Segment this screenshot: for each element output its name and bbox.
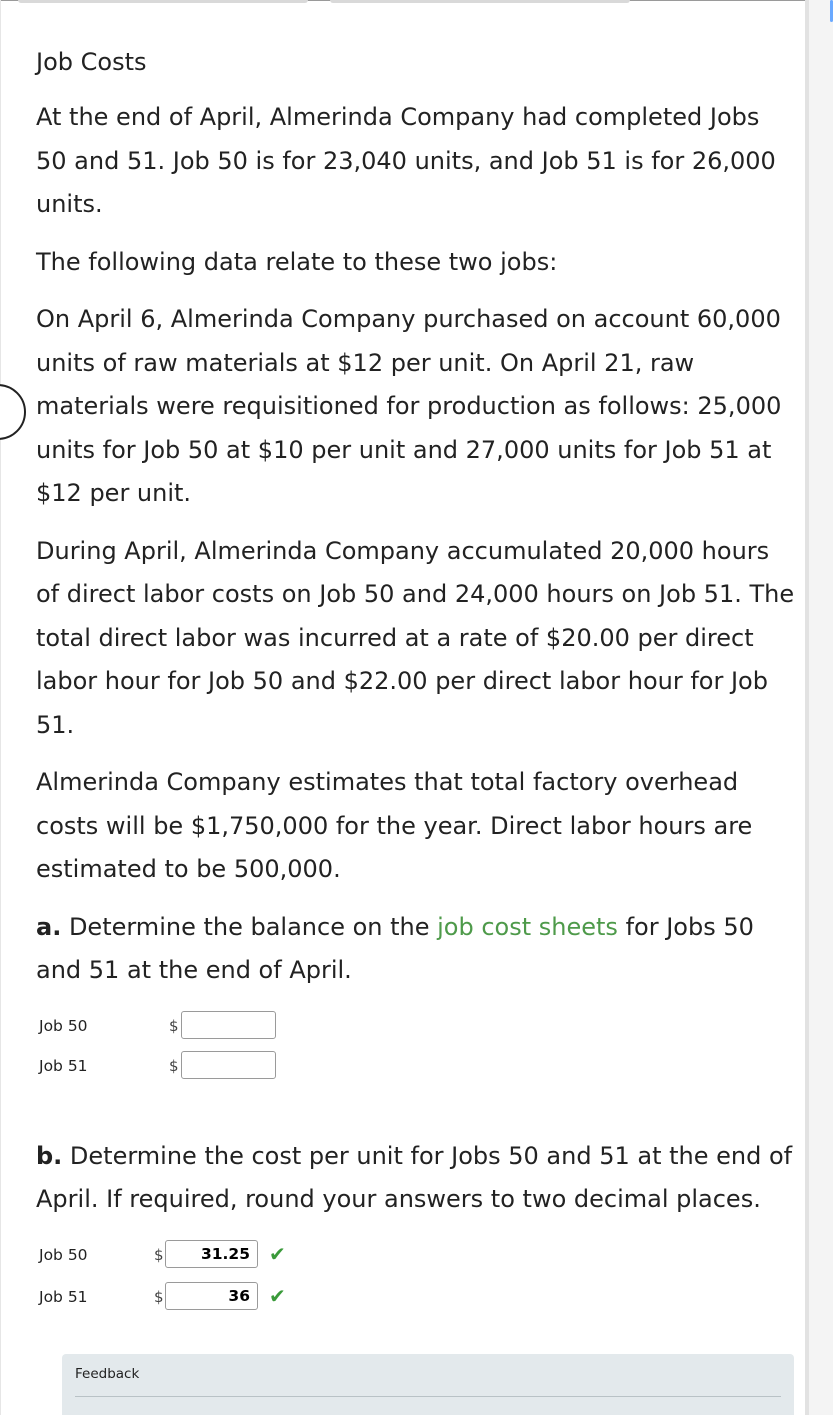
checkmark-icon: ✔ — [269, 1241, 286, 1266]
currency-symbol: $ — [154, 1245, 164, 1264]
problem-content — [36, 40, 796, 1324]
job-cost-sheets-link[interactable]: job cost sheets — [437, 912, 618, 941]
intro-paragraph: At the end of April, Almerinda Company had completed Jobs 50 and 51. Job 50 is for 23,040 units, and Job 51 is for 26,000 units. — [36, 103, 776, 218]
currency-symbol: $ — [169, 1016, 179, 1035]
side-tab-handle[interactable] — [0, 384, 26, 440]
job51-balance-input[interactable] — [181, 1051, 276, 1079]
answer-row-b-job50 — [36, 1240, 796, 1282]
answer-row-a-job50 — [36, 1011, 796, 1051]
question-b — [36, 1135, 796, 1222]
question-a-text-before: Determine the balance on the — [61, 912, 438, 941]
row-label: Job 50 — [39, 1245, 88, 1264]
overhead-paragraph: Almerinda Company estimates that total factory overhead costs will be $1,750,000 for the year. Direct labor hours are estimated to be 500,000. — [36, 768, 753, 883]
currency-symbol: $ — [154, 1287, 164, 1306]
data-intro-paragraph: The following data relate to these two jobs: — [36, 247, 558, 276]
feedback-label: Feedback — [75, 1366, 140, 1382]
labor-paragraph: During April, Almerinda Company accumulated 20,000 hours of direct labor costs on Job 50 and 24,000 hours on Job 51. The total direct labor was incurred at a rate of $20.00 per direct labor hour for Job 50 and $22.00 per direct labor hour for Job 51. — [36, 536, 795, 739]
answer-row-a-job51 — [36, 1051, 796, 1091]
row-label: Job 51 — [39, 1287, 88, 1306]
row-label: Job 50 — [39, 1016, 88, 1035]
question-a-text-after: for Jobs 50 and 51 at the end of April. — [36, 912, 754, 984]
question-a-letter: a. — [36, 912, 62, 941]
currency-symbol: $ — [169, 1056, 179, 1075]
materials-paragraph: On April 6, Almerinda Company purchased on account 60,000 units of raw materials at $12 per unit. On April 21, raw materials were requisitioned for production as follows: 25,000 units for Job 50 at $10 per unit and 27,000 units for Job 51 at $12 per unit. — [36, 305, 782, 507]
tab-edge-2 — [330, 0, 630, 3]
tab-edge-1 — [18, 0, 308, 3]
question-b-text: Determine the cost per unit for Jobs 50 and 51 at the end of April. If required, round your answers to two decimal places. — [36, 1141, 793, 1213]
page-title: Job Costs — [36, 48, 147, 76]
feedback-divider — [75, 1396, 781, 1397]
scrollbar-track[interactable] — [805, 0, 833, 1415]
row-label: Job 51 — [39, 1056, 88, 1075]
job51-unit-cost-input[interactable] — [165, 1282, 258, 1310]
left-border — [0, 0, 1, 1415]
checkmark-icon: ✔ — [269, 1283, 286, 1308]
question-a — [36, 906, 796, 993]
job50-balance-input[interactable] — [181, 1011, 276, 1039]
feedback-panel — [62, 1354, 794, 1415]
question-b-letter: b. — [36, 1141, 63, 1170]
answer-row-b-job51 — [36, 1282, 796, 1324]
job50-unit-cost-input[interactable] — [165, 1240, 258, 1268]
